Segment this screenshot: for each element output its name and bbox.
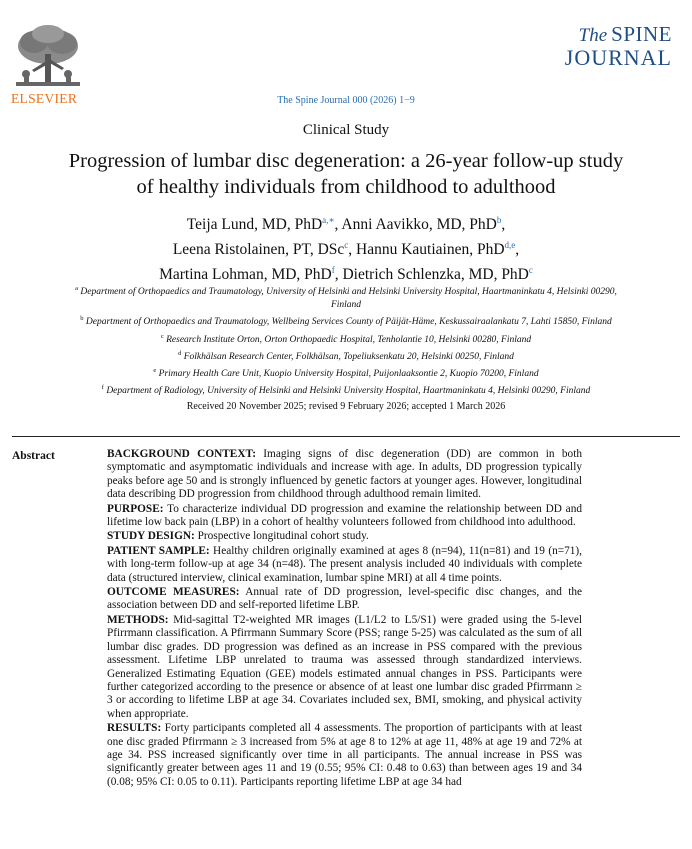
affiliation-marker: f <box>101 384 104 392</box>
affiliation-text: Research Institute Orton, Orton Orthopaedic Hospital, Tenholantie 10, Helsinki 00280, Finland <box>166 334 532 345</box>
affiliation-marker: d <box>178 349 182 357</box>
logo-journal: JOURNAL <box>564 45 672 70</box>
affiliation-marker: b <box>80 315 84 323</box>
abstract-text: Annual rate of DD progression, level-specific disc changes, and the association between DD and self-reported lifetime LBP. <box>107 586 582 612</box>
abstract-text: Prospective longitudinal cohort study. <box>194 530 369 543</box>
author-separator: , <box>348 241 357 258</box>
spine-journal-logo <box>565 24 672 69</box>
abstract-section <box>107 530 582 543</box>
author-separator: , <box>334 216 342 233</box>
abstract-section <box>107 614 582 721</box>
affiliation-item <box>70 364 622 381</box>
affiliation-item <box>70 347 622 364</box>
affiliation-list <box>70 282 622 398</box>
author-separator: , <box>334 266 343 283</box>
affiliation-marker: a <box>75 285 79 292</box>
author-affiliation-link[interactable]: c <box>344 240 349 250</box>
affiliation-marker: c <box>160 332 164 340</box>
abstract-heading: OUTCOME MEASURES: <box>107 586 240 599</box>
author-affiliation-link[interactable]: c <box>528 265 533 275</box>
abstract-heading: STUDY DESIGN: <box>107 530 195 543</box>
abstract-section <box>107 545 582 585</box>
received-dates: Received 20 November 2025; revised 9 February 2026; accepted 1 March 2026 <box>186 401 506 412</box>
author-affiliation-link[interactable]: d,e <box>504 240 516 250</box>
section-divider <box>12 436 680 437</box>
author-name: Anni Aavikko, MD, PhD <box>341 216 497 233</box>
author-affiliation-link[interactable]: a,∗ <box>322 215 335 225</box>
affiliation-item <box>70 312 622 329</box>
author-name: Leena Ristolainen, PT, DSc <box>172 241 345 258</box>
journal-citation-link[interactable]: The Spine Journal 000 (2026) 1−9 <box>277 95 415 106</box>
abstract-text: Imaging signs of disc degeneration (DD) are common in both symptomatic and asymptomatic individuals and increase with age. In adults, DD progression typically peaks before age 50 and is strongly influenced by genetic factors at younger ages. However, longitudinal data describing DD progression from childhood through adulthood remain limited. <box>107 448 582 501</box>
abstract-body <box>107 448 582 790</box>
author-name: Teija Lund, MD, PhD <box>186 216 323 233</box>
author-name: Dietrich Schlenzka, MD, PhD <box>342 266 529 283</box>
abstract-section <box>107 503 582 530</box>
abstract-text: Forty participants completed all 4 assessments. The proportion of participants with at least one disc graded Pfirrmann ≥ 3 increased from 5% at age 8 to 12% at age 11, 48% at age 19 and 72% at age 34. PSS increased significantly over time in all participants. The annual increase in PSS was significantly greater between ages 11 and 19 (0.55; 95% CI: 0.48 to 0.63) than between ages 19 and 34 (0.08; 95% CI: 0.05 to 0.11). Participants reporting lifetime LBP at age 34 had <box>107 722 582 788</box>
abstract-section <box>107 722 582 789</box>
author-name: Martina Lohman, MD, PhD <box>159 266 332 283</box>
author-separator: , <box>515 241 520 258</box>
affiliation-item <box>70 381 622 398</box>
abstract-heading: RESULTS: <box>107 722 162 735</box>
affiliation-marker: e <box>153 367 157 375</box>
abstract-heading: PATIENT SAMPLE: <box>107 544 210 557</box>
abstract-section <box>107 448 582 502</box>
abstract-label: Abstract <box>12 450 55 462</box>
author-separator: , <box>501 216 506 233</box>
article-title: Progression of lumbar disc degeneration: a 26-year follow-up study of healthy individuals from childhood to adulthood <box>68 150 624 198</box>
author-affiliation-link[interactable]: f <box>331 265 335 275</box>
author-name: Hannu Kautiainen, PhD <box>356 241 505 258</box>
affiliation-text: Department of Orthopaedics and Traumatology, University of Helsinki and Helsinki University Hospital, Haartmaninkatu 4, Helsinki 00290, Finland <box>80 287 617 311</box>
logo-spine: SPINE <box>611 22 672 46</box>
elsevier-tree-logo <box>12 24 84 90</box>
affiliation-text: Department of Orthopaedics and Traumatology, Wellbeing Services County of Päijät-Häme, Keskussairaalankatu 7, Lahti 15850, Finland <box>85 317 612 328</box>
abstract-heading: METHODS: <box>107 613 169 626</box>
affiliation-item <box>70 330 622 347</box>
study-type: Clinical Study <box>302 122 390 138</box>
affiliation-item <box>70 282 622 312</box>
publisher-name: ELSEVIER <box>11 91 78 106</box>
abstract-heading: BACKGROUND CONTEXT: <box>107 448 256 460</box>
page-header <box>0 0 692 120</box>
abstract-text: Healthy children originally examined at ages 8 (n=94), 11(n=81) and 19 (n=71), with long-term follow-up at age 34 (n=48). The present analysis included 40 individuals with complete data (structured interview, clinical examination, lumbar spine MRI) at all 4 time points. <box>107 544 583 584</box>
abstract-section <box>107 586 582 613</box>
logo-the: The <box>578 25 608 46</box>
abstract-heading: PURPOSE: <box>107 502 164 515</box>
affiliation-text: Primary Health Care Unit, Kuopio University Hospital, Puijonlaaksontie 2, Kuopio 70200, Finland <box>158 369 539 380</box>
abstract-text: To characterize individual DD progression and examine the relationship between DD and lifetime low back pain (LBP) in a cohort of healthy volunteers followed from childhood into adulthood. <box>107 502 582 529</box>
abstract-text: Mid-sagittal T2-weighted MR images (L1/L2 to L5/S1) were graded using the 5-level Pfirrmann classification. A Pfirrmann Summary Score (PSS; range 5-25) was calculated as the sum of all lumbar disc grades. DD progression was defined as an increase in PSS compared with the previous assessment. Lifetime LBP unrelated to trauma was assessed through standardized interviews. Generalized Estimating Equation (GEE) models estimated annual changes in PSS. Participants were further categorized according to the presence or absence of at least one lumbar disc graded Pfirrmann ≥ 3 or according to lifetime LBP at age 34. Covariates included sex, BMI, smoking, and physical activity when appropriate. <box>107 613 582 720</box>
author-list <box>60 210 632 285</box>
author-affiliation-link[interactable]: b <box>496 215 502 225</box>
affiliation-text: Folkhälsan Research Center, Folkhälsan, Topeliuksenkatu 20, Helsinki 00250, Finland <box>183 351 514 362</box>
affiliation-text: Department of Radiology, University of Helsinki and Helsinki University Hospital, Haartmaninkatu 4, Helsinki 00290, Finland <box>106 386 591 397</box>
